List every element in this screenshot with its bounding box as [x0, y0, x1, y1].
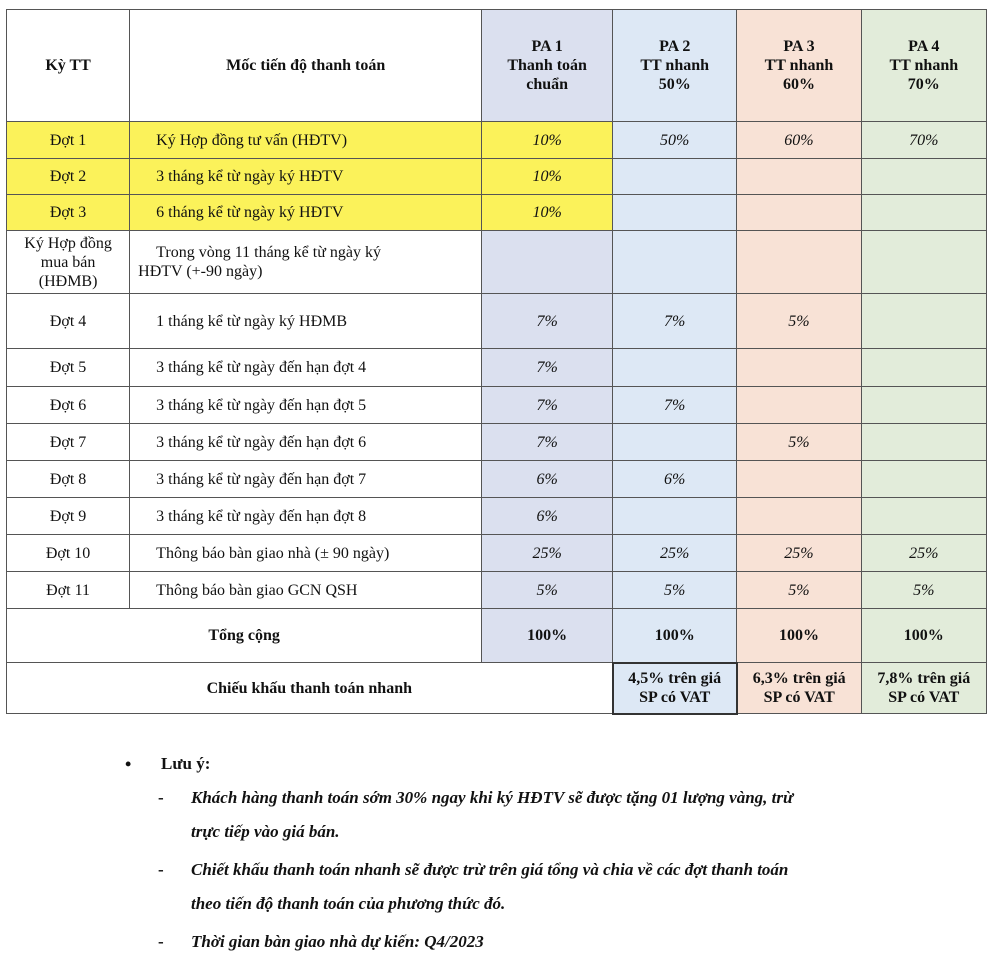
discount-label: Chiếu khấu thanh toán nhanh	[7, 663, 613, 714]
row-pa4	[861, 461, 986, 498]
table-row	[7, 424, 987, 461]
header-pa3-line: PA 3	[783, 38, 815, 55]
bullet-icon: •	[125, 753, 132, 774]
dash-icon: -	[158, 788, 164, 807]
row-moc	[130, 231, 482, 294]
dash-icon: -	[158, 932, 164, 951]
row-pa1: 7%	[482, 349, 613, 387]
header-pa2	[613, 10, 737, 122]
discount-row	[7, 663, 987, 714]
row-pa2	[613, 231, 737, 294]
row-moc: 1 tháng kể từ ngày ký HĐMB	[130, 294, 482, 349]
note-item	[125, 925, 945, 959]
table-row	[7, 231, 987, 294]
row-pa2	[613, 195, 737, 231]
row-pa3	[737, 461, 861, 498]
total-pa2: 100%	[613, 609, 737, 663]
row-pa2: 50%	[613, 122, 737, 159]
row-pa1: 10%	[482, 159, 613, 195]
row-moc: 3 tháng kể từ ngày đến hạn đợt 6	[130, 424, 482, 461]
header-pa2-line: TT nhanh	[640, 57, 710, 74]
header-pa4-line: PA 4	[908, 38, 940, 55]
header-pa3-line: TT nhanh	[764, 57, 834, 74]
row-pa3: 5%	[737, 424, 861, 461]
table-row	[7, 195, 987, 231]
total-pa1: 100%	[482, 609, 613, 663]
header-ky-tt: Kỳ TT	[7, 10, 130, 122]
note-item	[125, 853, 945, 921]
header-moc-tien-do: Mốc tiến độ thanh toán	[130, 10, 482, 122]
table-row	[7, 159, 987, 195]
discount-pa2	[613, 663, 737, 714]
row-pa4: 70%	[861, 122, 986, 159]
table-row	[7, 349, 987, 387]
row-pa1: 7%	[482, 294, 613, 349]
row-pa4	[861, 424, 986, 461]
row-pa2: 6%	[613, 461, 737, 498]
row-pa3	[737, 349, 861, 387]
header-pa1	[482, 10, 613, 122]
notes-title	[125, 751, 945, 777]
row-ky: Đợt 10	[7, 535, 130, 572]
row-pa1: 7%	[482, 424, 613, 461]
discount-line: SP có VAT	[639, 689, 711, 706]
row-pa3	[737, 195, 861, 231]
row-moc: 6 tháng kể từ ngày ký HĐTV	[130, 195, 482, 231]
row-moc: Ký Hợp đồng tư vấn (HĐTV)	[130, 122, 482, 159]
discount-line: 6,3% trên giá	[752, 670, 846, 687]
row-pa3	[737, 498, 861, 535]
table-row	[7, 535, 987, 572]
row-ky: Đợt 7	[7, 424, 130, 461]
header-pa3	[737, 10, 861, 122]
header-pa2-line: PA 2	[659, 38, 691, 55]
row-pa4: 5%	[861, 572, 986, 609]
note-text	[191, 925, 945, 959]
header-pa1-line: Thanh toán	[507, 57, 587, 74]
discount-pa3	[737, 663, 861, 714]
table-row	[7, 294, 987, 349]
row-pa3: 60%	[737, 122, 861, 159]
row-pa3	[737, 159, 861, 195]
row-ky: Đợt 5	[7, 349, 130, 387]
discount-line: SP có VAT	[888, 689, 960, 706]
table-row	[7, 572, 987, 609]
total-pa3: 100%	[737, 609, 861, 663]
row-pa3: 5%	[737, 572, 861, 609]
row-pa3: 25%	[737, 535, 861, 572]
discount-pa4	[861, 663, 986, 714]
row-pa2	[613, 424, 737, 461]
row-ky: Đợt 2	[7, 159, 130, 195]
row-moc: 3 tháng kể từ ngày đến hạn đợt 7	[130, 461, 482, 498]
row-pa4	[861, 387, 986, 424]
row-ky: Đợt 8	[7, 461, 130, 498]
row-pa4	[861, 294, 986, 349]
row-pa2: 7%	[613, 387, 737, 424]
note-item	[125, 781, 945, 849]
row-ky: Đợt 3	[7, 195, 130, 231]
row-pa1: 10%	[482, 122, 613, 159]
row-pa4: 25%	[861, 535, 986, 572]
discount-line: 7,8% trên giá	[877, 670, 971, 687]
row-moc-line: Trong vòng 11 tháng kể từ ngày ký	[156, 244, 381, 261]
row-pa4	[861, 498, 986, 535]
row-pa2	[613, 498, 737, 535]
note-line: Khách hàng thanh toán sớm 30% ngay khi ký HĐTV sẽ được tặng 01 lượng vàng, trừ	[191, 788, 794, 807]
discount-line: SP có VAT	[763, 689, 835, 706]
dash-icon: -	[158, 860, 164, 879]
table-row	[7, 498, 987, 535]
row-ky: Đợt 9	[7, 498, 130, 535]
row-ky-line: mua bán	[40, 253, 96, 271]
header-pa2-line: 50%	[658, 76, 691, 93]
row-moc: 3 tháng kể từ ngày đến hạn đợt 8	[130, 498, 482, 535]
row-pa2: 5%	[613, 572, 737, 609]
row-moc: 3 tháng kể từ ngày đến hạn đợt 4	[130, 349, 482, 387]
row-moc: 3 tháng kể từ ngày ký HĐTV	[130, 159, 482, 195]
notes-title-text: Lưu ý:	[161, 754, 211, 773]
row-moc: Thông báo bàn giao GCN QSH	[130, 572, 482, 609]
row-pa4	[861, 231, 986, 294]
row-ky: Đợt 11	[7, 572, 130, 609]
row-pa1: 10%	[482, 195, 613, 231]
header-pa3-line: 60%	[782, 76, 815, 93]
note-text	[191, 781, 945, 849]
note-line: theo tiến độ thanh toán của phương thức đó.	[191, 894, 506, 913]
header-pa4-line: TT nhanh	[889, 57, 959, 74]
total-row	[7, 609, 987, 663]
row-pa4	[861, 349, 986, 387]
row-pa1: 5%	[482, 572, 613, 609]
total-pa4: 100%	[861, 609, 986, 663]
row-ky-line: (HĐMB)	[38, 272, 98, 290]
row-ky	[7, 231, 130, 294]
table-row	[7, 387, 987, 424]
table-row	[7, 122, 987, 159]
row-moc: 3 tháng kể từ ngày đến hạn đợt 5	[130, 387, 482, 424]
note-line: Chiết khấu thanh toán nhanh sẽ được trừ trên giá tổng và chia về các đợt thanh toán	[191, 860, 789, 879]
row-pa2	[613, 349, 737, 387]
notes-section	[125, 751, 945, 959]
discount-line: 4,5% trên giá	[628, 670, 722, 687]
row-pa3: 5%	[737, 294, 861, 349]
row-pa4	[861, 195, 986, 231]
row-moc: Thông báo bàn giao nhà (± 90 ngày)	[130, 535, 482, 572]
row-pa1	[482, 231, 613, 294]
row-ky: Đợt 4	[7, 294, 130, 349]
header-pa4	[861, 10, 986, 122]
row-ky: Đợt 1	[7, 122, 130, 159]
row-ky: Đợt 6	[7, 387, 130, 424]
row-pa2: 25%	[613, 535, 737, 572]
note-line: Thời gian bàn giao nhà dự kiến: Q4/2023	[191, 932, 484, 951]
row-ky-line: Ký Hợp đồng	[24, 234, 112, 252]
row-pa1: 6%	[482, 461, 613, 498]
payment-schedule-table	[6, 9, 987, 715]
note-line: trực tiếp vào giá bán.	[191, 822, 340, 841]
row-moc-line: HĐTV (+-90 ngày)	[138, 263, 263, 280]
row-pa1: 6%	[482, 498, 613, 535]
row-pa1: 25%	[482, 535, 613, 572]
header-pa1-line: PA 1	[531, 38, 563, 55]
row-pa3	[737, 231, 861, 294]
header-pa1-line: chuẩn	[526, 76, 569, 93]
row-pa2	[613, 159, 737, 195]
row-pa2: 7%	[613, 294, 737, 349]
row-pa3	[737, 387, 861, 424]
header-row	[7, 10, 987, 122]
total-label: Tổng cộng	[7, 609, 482, 663]
table-row	[7, 461, 987, 498]
note-text	[191, 853, 945, 921]
header-pa4-line: 70%	[907, 76, 940, 93]
row-pa4	[861, 159, 986, 195]
row-pa1: 7%	[482, 387, 613, 424]
